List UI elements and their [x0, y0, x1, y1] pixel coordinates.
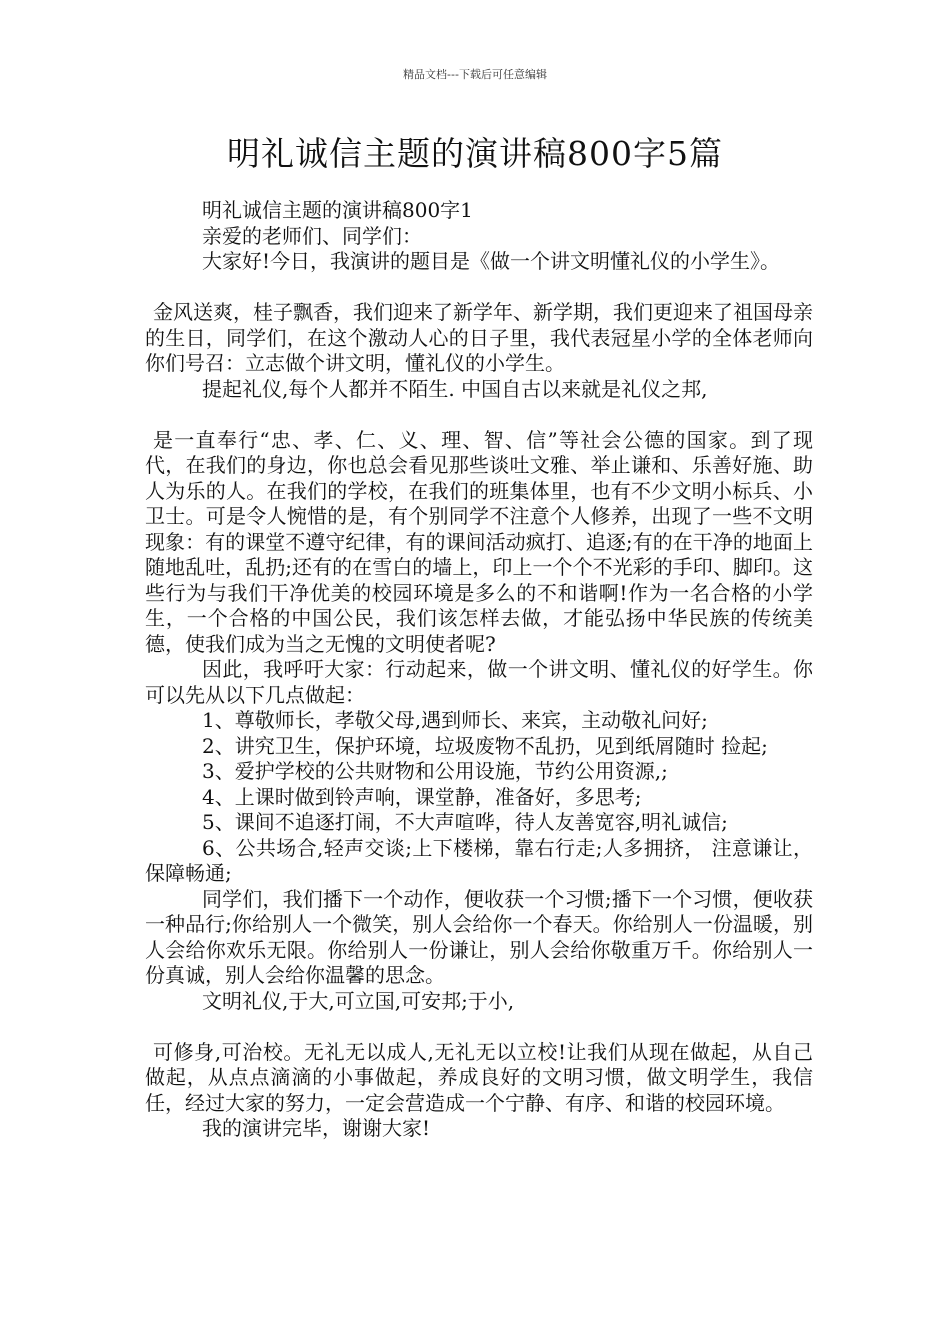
document-body — [145, 198, 813, 1142]
header-note: 精品文档---下载后可任意编辑 — [403, 68, 547, 81]
body-paragraph: 大家好!今日，我演讲的题目是《做一个讲文明懂礼仪的小学生》。 — [202, 249, 781, 273]
paragraph-gap — [145, 275, 813, 301]
body-paragraph: 文明礼仪,于大,可立国,可安邦;于小, — [202, 988, 515, 1013]
body-paragraph: 金风送爽，桂子飘香，我们迎来了新学年、新学期，我们更迎来了祖国母亲的生日，同学们，在这个激动人心的日子里，我代表冠星小学的全体老师向你们号召：立志做个讲文明，懂礼仪的小学生。 — [145, 300, 813, 375]
body-paragraph: 明礼诚信主题的演讲稿800字1 — [202, 198, 473, 222]
body-paragraph: 因此，我呼吁大家：行动起来，做一个讲文明、懂礼仪的好学生。你可以先从以下几点做起： — [145, 657, 813, 707]
body-paragraph: 1、尊敬师长，孝敬父母,遇到师长、来宾，主动敬礼问好; — [202, 708, 708, 732]
paragraph-gap — [145, 402, 813, 428]
document-title: 明礼诚信主题的演讲稿800字5篇 — [227, 134, 723, 173]
body-paragraph: 5、课间不追逐打闹，不大声喧哗，待人友善宽容,明礼诚信; — [202, 810, 728, 834]
body-paragraph: 4、上课时做到铃声响，课堂静，准备好，多思考; — [202, 784, 642, 809]
body-paragraph: 亲爱的老师们、同学们： — [202, 223, 422, 248]
body-paragraph: 6、公共场合,轻声交谈;上下楼梯，靠右行走;人多拥挤， 注意谦让，保障畅通; — [145, 835, 813, 885]
body-paragraph: 是一直奉行“忠、孝、仁、义、理、智、信”等社会公德的国家。到了现代，在我们的身边，你也总会看见那些谈吐文雅、举止谦和、乐善好施、助人为乐的人。在我们的学校，在我们的班集体里，也有不少文明小标兵、小卫士。可是令人惋惜的是，有个别同学不注意个人修养，出现了一些不文明现象：有的课堂不遵守纪律，有的课间活动疯打、追逐;有的在干净的地面上随地乱吐，乱扔;还有的在雪白的墙上，印上一个个不光彩的手印、脚印。这些行为与我们干净优美的校园环境是多么的不和谐啊!作为一名合格的小学生，一个合格的中国公民，我们该怎样去做，才能弘扬中华民族的传统美德，使我们成为当之无愧的文明使者呢? — [145, 427, 813, 656]
body-paragraph: 可修身,可治校。无礼无以成人,无礼无以立校!让我们从现在做起，从自己做起，从点点滴滴的小事做起，养成良好的文明习惯，做文明学生，我信任，经过大家的努力，一定会营造成一个宁静、有序、和谐的校园环境。 — [145, 1039, 813, 1115]
body-paragraph: 3、爱护学校的公共财物和公用设施，节约公用资源,; — [202, 759, 668, 783]
body-paragraph: 同学们，我们播下一个动作，便收获一个习惯;播下一个习惯，便收获一种品行;你给别人一个微笑，别人会给你一个春天。你给别人一份温暖，别人会给你欢乐无限。你给别人一份谦让，别人会给你敬重万千。你给别人一份真诚，别人会给你温馨的思念。 — [145, 886, 813, 987]
body-paragraph: 2、讲究卫生，保护环境，垃圾废物不乱扔，见到纸屑随时 捡起; — [202, 733, 768, 758]
body-paragraph: 提起礼仪,每个人都并不陌生. 中国自古以来就是礼仪之邦, — [202, 376, 708, 401]
body-paragraph: 我的演讲完毕，谢谢大家! — [202, 1116, 431, 1140]
paragraph-gap — [145, 1014, 813, 1040]
